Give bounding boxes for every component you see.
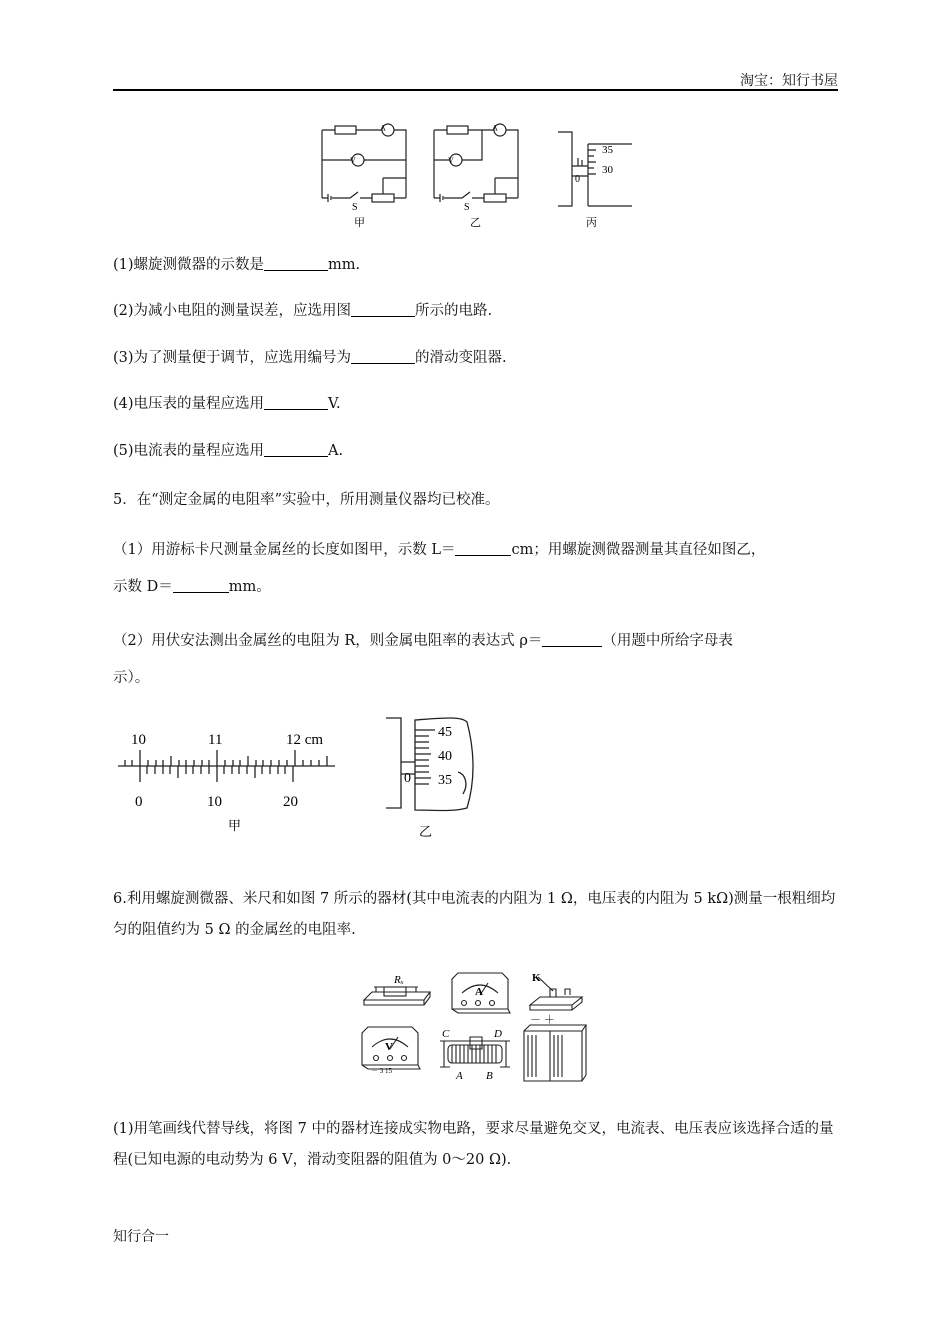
q5-part1-a: （1）用游标卡尺测量金属丝的长度如图甲，示数 L＝ (113, 542, 456, 558)
q4-item-3 (113, 348, 507, 368)
ammeter-yi: A (492, 123, 498, 133)
q5-part2-a: （2）用伏安法测出金属丝的电阻为 R，则金属电阻率的表达式 ρ＝ (113, 633, 543, 649)
answer-blank[interactable] (264, 394, 328, 410)
answer-blank[interactable] (264, 255, 328, 271)
q5-part1-d: mm。 (228, 579, 271, 595)
main-scale-12cm: 12 cm (286, 732, 324, 748)
q4-item-4-pre: (4)电压表的量程应选用 (113, 396, 265, 412)
header-rule (113, 89, 838, 91)
rheostat-d: D (494, 1028, 502, 1040)
voltmeter-jia: V (350, 156, 356, 165)
q6-part1: (1)用笔画线代替导线，将图 7 中的器材连接成实物电路，要求尽量避免交叉，电流表、电压表应该选择合适的量程(已知电源的电动势为 6 V，滑动变阻器的阻值为 0～20 Ω). (113, 1121, 834, 1168)
label-jia-caliper: 甲 (228, 818, 242, 833)
rheostat-b: B (486, 1070, 493, 1082)
q5-stem: 5．在“测定金属的电阻率”实验中，所用测量仪器均已校准。 (113, 492, 500, 508)
q6-stem: 6.利用螺旋测微器、米尺和如图 7 所示的器材(其中电流表的内阻为 1 Ω，电压表的内阻为 5 kΩ)测量一根粗细均匀的阻值约为 5 Ω 的金属丝的电阻率. (113, 891, 836, 938)
q5-part2-c: 示）。 (113, 670, 150, 686)
answer-blank[interactable] (264, 441, 328, 457)
micrometer2-zero: 0 (404, 771, 411, 786)
main-scale-10: 10 (131, 732, 146, 748)
label-rx: Rₓ (394, 974, 404, 986)
q4-item-2 (113, 301, 492, 321)
label-yi: 乙 (470, 217, 481, 229)
q4-item-2-post: 所示的电路. (415, 303, 493, 319)
label-yi-micrometer: 乙 (419, 824, 433, 839)
q4-item-2-pre: (2)为减小电阻的测量误差，应选用图 (113, 303, 352, 319)
label-ammeter: A (475, 986, 483, 998)
label-bing: 丙 (586, 217, 597, 229)
main-scale-11: 11 (208, 732, 223, 748)
micrometer-tick-30: 30 (602, 164, 613, 176)
q4-item-1-pre: (1)螺旋测微器的示数是 (113, 257, 265, 273)
voltmeter-yi: V (448, 156, 454, 165)
q4-item-3-pre: (3)为了测量便于调节，应选用编号为 (113, 350, 352, 366)
rheostat-c: C (442, 1028, 450, 1040)
answer-blank[interactable] (351, 348, 415, 364)
label-voltmeter: V (385, 1041, 393, 1053)
answer-blank-L[interactable] (455, 540, 511, 556)
q4-item-4 (113, 394, 341, 414)
vernier-scale-0: 0 (135, 794, 143, 810)
answer-blank-D[interactable] (173, 577, 229, 593)
q4-item-1 (113, 255, 360, 275)
q4-item-5-pre: (5)电流表的量程应选用 (113, 443, 265, 459)
q4-item-4-post: V. (328, 396, 341, 412)
micrometer-zero: 0 (575, 174, 580, 185)
footer-text: 知行合一 (113, 1229, 169, 1245)
figure-circuits (310, 118, 650, 230)
q5-part1-b: cm；用螺旋测微器测量其直径如图乙， (511, 542, 766, 558)
switch-yi: S (464, 202, 470, 213)
q5-part2-b: （用题中所给字母表 (602, 633, 733, 649)
ammeter-jia: A (380, 123, 386, 133)
vernier-scale-20: 20 (283, 794, 298, 810)
voltmeter-terminals: － 3 15 (371, 1067, 392, 1075)
answer-blank[interactable] (351, 301, 415, 317)
micrometer-tick-35: 35 (602, 144, 613, 156)
figure-caliper-micrometer (113, 712, 483, 842)
q4-item-5 (113, 441, 343, 461)
rheostat-a: A (456, 1070, 463, 1082)
micrometer2-tick-40: 40 (438, 749, 452, 764)
vernier-scale-10: 10 (207, 794, 222, 810)
q4-item-5-post: A. (328, 443, 344, 459)
micrometer2-tick-45: 45 (438, 725, 452, 740)
q4-item-3-post: 的滑动变阻器. (415, 350, 507, 366)
header-shop: 淘宝：知行书屋 (740, 73, 838, 89)
figure-apparatus (360, 965, 590, 1090)
answer-blank-rho[interactable] (542, 631, 602, 647)
switch-jia: S (352, 202, 358, 213)
q5-part1 (113, 532, 838, 606)
q4-item-1-post: mm. (328, 257, 361, 273)
label-switch-k: K (532, 972, 541, 984)
battery-polarity: － ＋ (530, 1014, 555, 1026)
label-jia: 甲 (354, 217, 365, 229)
micrometer2-tick-35: 35 (438, 773, 452, 788)
q5-part1-c: 示数 D＝ (113, 579, 173, 595)
q5-part2 (113, 623, 838, 697)
